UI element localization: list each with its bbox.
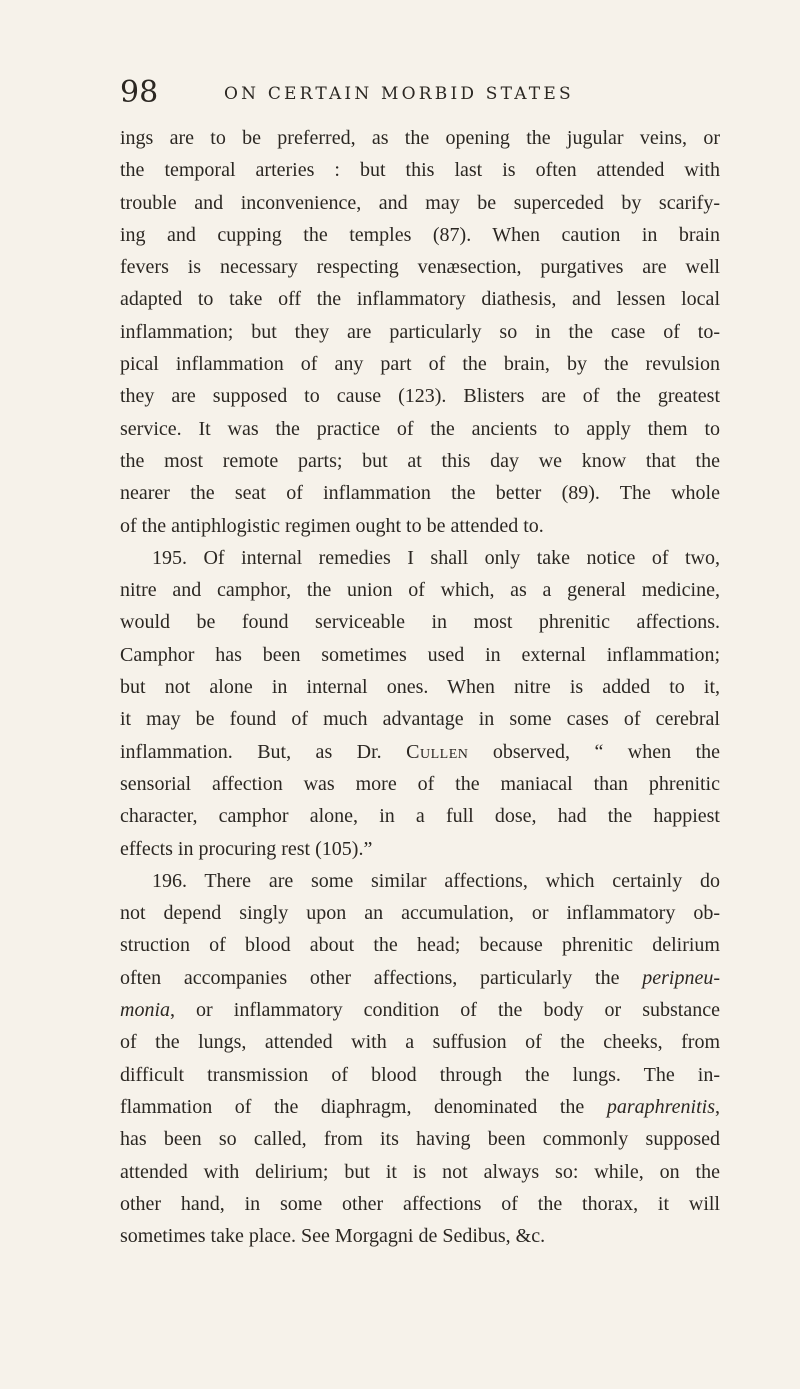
text-line: nitre and camphor, the union of which, as a general medicine,	[120, 579, 720, 602]
text-line: but not alone in internal ones. When nitre is added to it,	[120, 676, 720, 699]
text-line: of the lungs, attended with a suffusion of the cheeks, from	[120, 1031, 720, 1054]
text-span: observed, “ when the	[468, 740, 721, 763]
text-span: , or inflammatory condition of the body or substance	[170, 999, 720, 1022]
page-number: 98	[120, 75, 159, 110]
italic-term: monia	[120, 999, 170, 1022]
text-line: inflammation; but they are particularly so in the case of to-	[120, 320, 720, 343]
author-name: Cullen	[406, 740, 469, 763]
text-line: it may be found of much advantage in some cases of cerebral	[120, 708, 720, 731]
text-line: other hand, in some other affections of the thorax, it will	[120, 1192, 720, 1215]
text-line: struction of blood about the head; because phrenitic delirium	[120, 934, 720, 957]
text-line-mixed	[120, 736, 720, 768]
text-span: ,	[715, 1095, 720, 1118]
text-line: the temporal arteries : but this last is often attended with	[120, 159, 720, 182]
text-line: fevers is necessary respecting venæsection, purgatives are well	[120, 256, 720, 279]
running-title: ON CERTAIN MORBID STATES	[224, 84, 574, 104]
italic-term: paraphrenitis	[606, 1095, 715, 1118]
text-line: service. It was the practice of the ancients to apply them to	[120, 417, 720, 440]
text-line: nearer the seat of inflammation the better (89). The whole	[120, 482, 720, 505]
text-line: character, camphor alone, in a full dose, had the happiest	[120, 805, 720, 828]
text-line: ings are to be preferred, as the opening the jugular veins, or	[120, 127, 720, 149]
text-line: attended with delirium; but it is not always so: while, on the	[120, 1160, 720, 1183]
text-line-mixed	[120, 962, 720, 994]
text-line: they are supposed to cause (123). Blisters are of the greatest	[120, 385, 720, 408]
italic-term: peripneu-	[642, 966, 720, 989]
text-line-mixed	[120, 994, 720, 1026]
text-span: often accompanies other affections, particularly the	[120, 966, 643, 989]
paragraph-start-line: 196. There are some similar affections, which certainly do	[152, 869, 720, 892]
paragraph-end-line: sometimes take place. See Morgagni de Sedibus, &c.	[120, 1225, 546, 1248]
paragraph-start-line: 195. Of internal remedies I shall only take notice of two,	[152, 546, 720, 569]
text-line: has been so called, from its having been commonly supposed	[120, 1128, 720, 1151]
paragraph-end-line: effects in procuring rest (105).”	[120, 837, 373, 860]
text-line: sensorial affection was more of the maniacal than phrenitic	[120, 772, 720, 795]
text-line: difficult transmission of blood through the lungs. The in-	[120, 1063, 720, 1086]
body-text	[120, 122, 720, 1252]
text-line: not depend singly upon an accumulation, or inflammatory ob-	[120, 902, 720, 925]
text-line: trouble and inconvenience, and may be superceded by scarify-	[120, 191, 720, 214]
text-span: flammation of the diaphragm, denominated the	[120, 1095, 607, 1118]
page-header	[120, 76, 720, 110]
text-line: Camphor has been sometimes used in external inflammation;	[120, 643, 720, 666]
text-line: adapted to take off the inflammatory diathesis, and lessen local	[120, 288, 720, 311]
text-line: the most remote parts; but at this day we know that the	[120, 449, 720, 472]
paragraph-end-line: of the antiphlogistic regimen ought to be attended to.	[120, 514, 544, 537]
text-line-mixed	[120, 1091, 720, 1123]
text-span: inflammation. But, as Dr.	[120, 740, 407, 763]
text-line: pical inflammation of any part of the brain, by the revulsion	[120, 353, 720, 376]
text-line: ing and cupping the temples (87). When caution in brain	[120, 223, 720, 246]
text-line: would be found serviceable in most phrenitic affections.	[120, 611, 720, 634]
